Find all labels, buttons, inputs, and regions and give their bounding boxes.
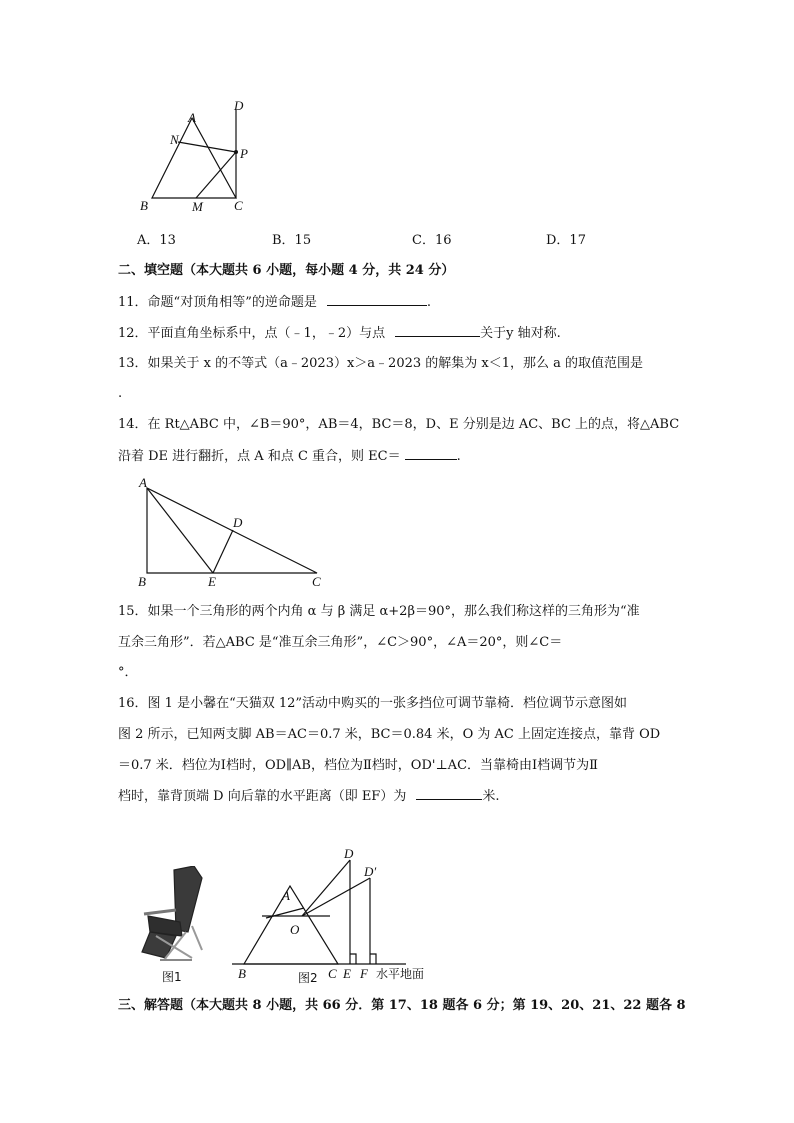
section-3-title: 三、解答题（本大题共 8 小题，共 66 分．第 17、18 题各 6 分；第 19、20、21、22 题各 8 bbox=[118, 998, 686, 1013]
segment-ae bbox=[147, 488, 213, 573]
label-a: A bbox=[188, 110, 196, 125]
option-b: B．15 bbox=[272, 233, 312, 248]
label-e: E bbox=[343, 966, 351, 981]
q11-text: 11．命题“对顶角相等”的逆命题是 bbox=[118, 295, 317, 310]
label-p: P bbox=[240, 146, 248, 161]
right-angle-f bbox=[370, 954, 376, 964]
label-d: D bbox=[234, 98, 244, 113]
label-c: C bbox=[234, 198, 243, 213]
q12-tail: 关于y 轴对称. bbox=[480, 326, 561, 341]
q14-text: 沿着 DE 进行翻折，点 A 和点 C 重合，则 EC＝ bbox=[118, 449, 401, 464]
label-d: D bbox=[344, 846, 354, 861]
question-12 bbox=[118, 324, 561, 343]
label-b: B bbox=[238, 966, 246, 981]
figure-q16-diagram bbox=[226, 844, 436, 984]
label-a: A bbox=[282, 888, 290, 903]
label-o: O bbox=[290, 922, 300, 937]
question-14-line1: 14．在 Rt△ABC 中，∠B＝90°，AB＝4，BC＝8，D、E 分别是边 AC、BC 上的点，将△ABC bbox=[118, 417, 680, 432]
q16-tail: 米. bbox=[482, 789, 500, 804]
q16-blank bbox=[416, 787, 482, 800]
q16-text: 档时，靠背顶端 D 向后靠的水平距离（即 EF）为 bbox=[118, 789, 407, 804]
option-a: A．13 bbox=[137, 233, 176, 248]
q12-text: 12．平面直角坐标系中，点（﹣1，﹣2）与点 bbox=[118, 326, 386, 341]
question-13-line1: 13．如果关于 x 的不等式（a﹣2023）x＞a﹣2023 的解集为 x＜1，那么 a 的取值范围是 bbox=[118, 356, 644, 371]
q11-tail: . bbox=[426, 295, 431, 310]
option-d: D．17 bbox=[546, 233, 586, 248]
label-d: D bbox=[233, 515, 243, 530]
q14-tail: . bbox=[456, 449, 461, 464]
segment-mp bbox=[196, 152, 236, 198]
question-13-line2: . bbox=[118, 386, 123, 401]
label-b: B bbox=[138, 574, 146, 589]
backrest-od-prime bbox=[302, 878, 370, 916]
backrest-od bbox=[302, 860, 350, 916]
question-15-line3: °． bbox=[118, 665, 138, 680]
caption-figure-1: 图1 bbox=[162, 970, 182, 984]
label-c: C bbox=[312, 574, 321, 589]
point-p bbox=[234, 150, 238, 154]
question-15-line1: 15．如果一个三角形的两个内角 α 与 β 满足 α+2β＝90°，那么我们称这样的三角形为“准 bbox=[118, 604, 640, 619]
q11-blank bbox=[327, 293, 427, 306]
q14-blank bbox=[405, 447, 457, 460]
label-a: A bbox=[139, 475, 147, 490]
label-b: B bbox=[140, 198, 148, 213]
question-16-line3: ＝0.7 米．档位为Ⅰ档时，OD∥AB，档位为Ⅱ档时，OD'⊥AC．当靠椅由Ⅰ档调节为Ⅱ bbox=[118, 758, 598, 773]
triangle-abc bbox=[152, 118, 236, 198]
question-16-line4 bbox=[118, 787, 499, 806]
question-16-line2: 图 2 所示，已知两支脚 AB＝AC＝0.7 米，BC＝0.84 米，O 为 AC 上固定连接点，靠背 OD bbox=[118, 727, 661, 742]
figure-chair-photo bbox=[136, 866, 216, 966]
label-d-prime: D′ bbox=[364, 864, 377, 879]
label-c: C bbox=[328, 966, 337, 981]
q12-blank bbox=[395, 324, 480, 337]
figure-q14 bbox=[132, 474, 332, 590]
chair-image bbox=[142, 866, 202, 960]
label-n: N bbox=[170, 132, 179, 147]
figure-q10 bbox=[130, 98, 260, 216]
right-angle-e bbox=[350, 954, 356, 964]
caption-figure-2: 图2 bbox=[298, 971, 318, 984]
label-f: F bbox=[360, 966, 368, 981]
label-ground: 水平地面 bbox=[376, 967, 425, 981]
question-16-line1: 16．图 1 是小馨在“天猫双 12”活动中购买的一张多挡位可调节靠椅．档位调节示意图如 bbox=[118, 696, 628, 711]
segment-ed bbox=[213, 530, 233, 573]
label-m: M bbox=[192, 199, 203, 214]
section-2-title: 二、填空题（本大题共 6 小题，每小题 4 分，共 24 分） bbox=[118, 263, 455, 278]
label-e: E bbox=[208, 574, 216, 589]
question-15-line2: 互余三角形”．若△ABC 是“准互余三角形”，∠C＞90°，∠A＝20°，则∠C＝ bbox=[118, 635, 563, 650]
option-c: C．16 bbox=[412, 233, 452, 248]
segment-np bbox=[178, 142, 236, 152]
question-11 bbox=[118, 293, 431, 312]
question-14-line2 bbox=[118, 447, 461, 466]
triangle-abc-right bbox=[147, 488, 317, 573]
